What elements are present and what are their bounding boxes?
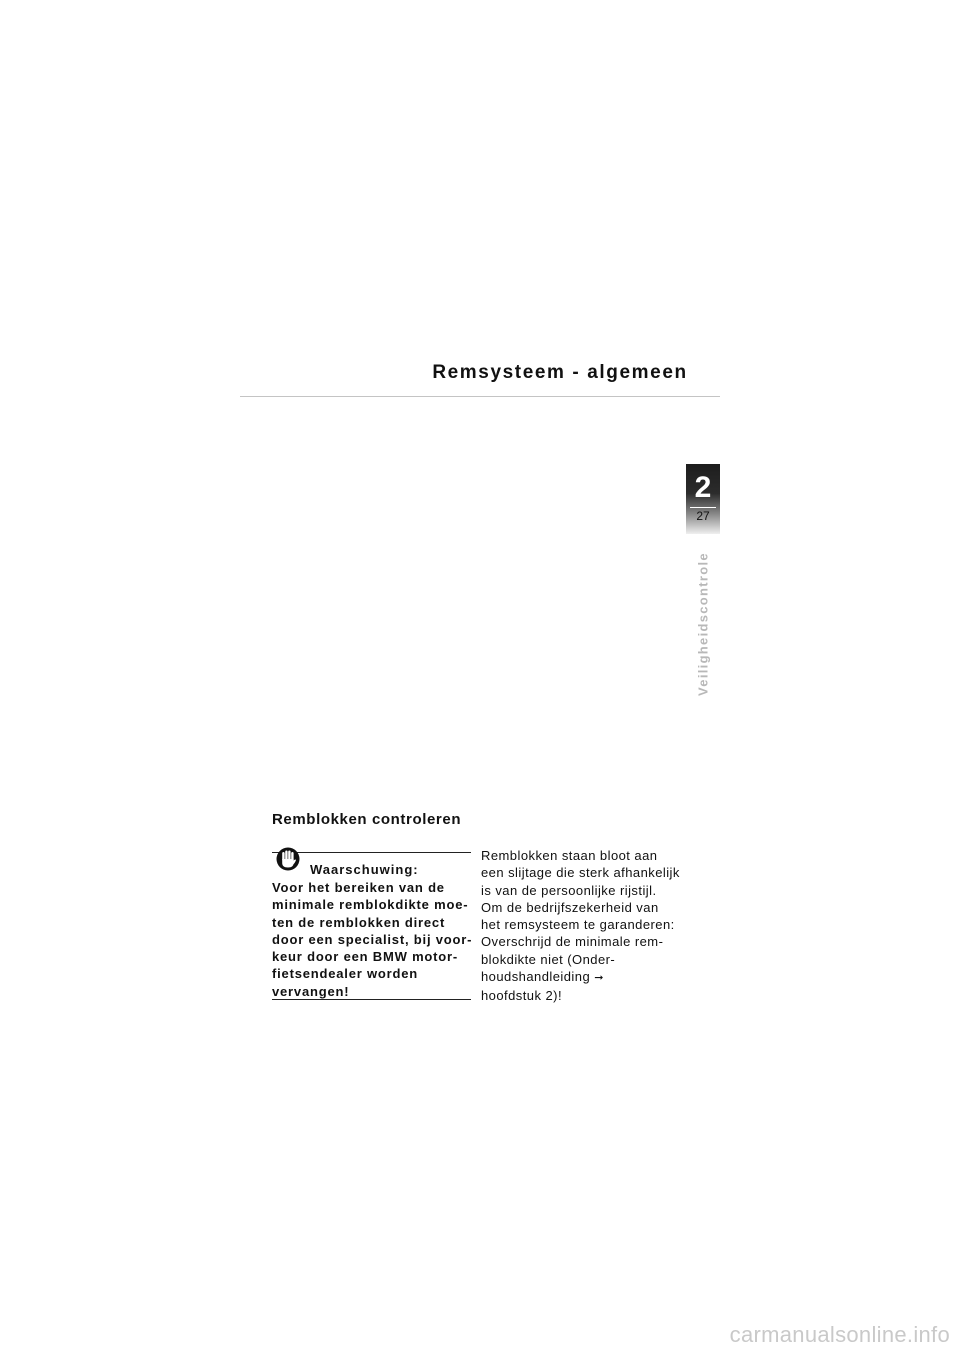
warning-line: door een specialist, bij voor- <box>272 931 473 947</box>
warning-line: Voor het bereiken van de <box>272 880 445 895</box>
warning-text <box>272 879 471 1000</box>
body-line: het remsysteem te garanderen: <box>481 917 675 933</box>
warning-line: ten de remblokken direct <box>272 914 446 930</box>
section-heading: Remblokken controleren <box>272 811 462 828</box>
chapter-side-label: Veiligheidscontrole <box>695 552 711 696</box>
body-line: blokdikte niet (Onder- <box>481 951 616 967</box>
warning-line: vervangen! <box>272 983 350 999</box>
arrow-right-icon: ➞ <box>594 972 604 985</box>
title-divider <box>240 396 720 397</box>
hand-stop-icon <box>276 845 300 873</box>
body-line: is van de persoonlijke rijstijl. <box>481 882 657 898</box>
body-line: houdshandleiding <box>481 969 591 985</box>
warning-line: fietsendealer worden <box>272 966 419 982</box>
warning-line: keur door een BMW motor- <box>272 949 459 965</box>
body-line-with-arrow <box>481 968 696 987</box>
body-line: Overschrijd de minimale rem- <box>481 934 664 950</box>
page-title: Remsysteem - algemeen <box>432 362 688 383</box>
body-line: Om de bedrijfszekerheid van <box>481 899 659 915</box>
chapter-divider <box>690 507 716 508</box>
body-line: een slijtage die sterk afhankelijk <box>481 865 680 881</box>
body-line: hoofdstuk 2)! <box>481 988 563 1004</box>
page-number: 27 <box>696 509 710 523</box>
warning-line: minimale remblokdikte moe- <box>272 897 469 913</box>
warning-label: Waarschuwing: <box>310 862 419 877</box>
chapter-number: 2 <box>694 471 712 504</box>
body-text <box>481 847 696 1005</box>
body-line: Remblokken staan bloot aan <box>481 848 658 863</box>
footer-watermark: carmanualsonline.info <box>729 1322 950 1347</box>
